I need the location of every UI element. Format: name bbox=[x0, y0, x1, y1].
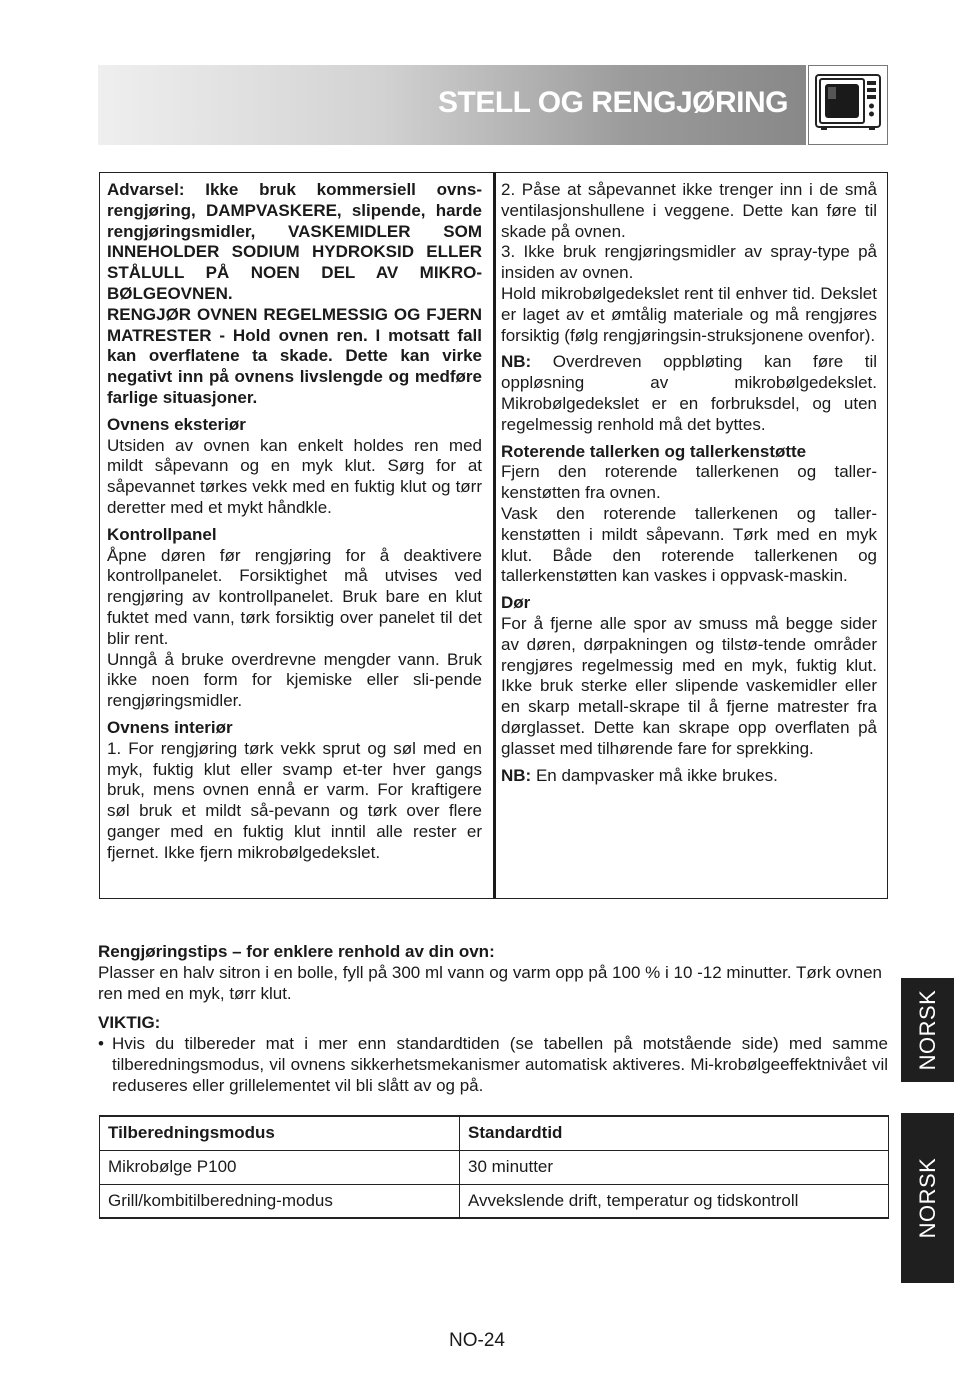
cleaning-instructions-box bbox=[99, 172, 888, 899]
table-row bbox=[100, 1150, 889, 1184]
microwave-icon bbox=[808, 65, 888, 145]
exterior-heading: Ovnens eksteriør bbox=[107, 414, 246, 434]
cover-text: Hold mikrobølgedekslet rent til enhver tid. Dekslet er laget av et ømtålig materiale og må rengjøres forsiktig (følg rengjøringsin-struksjonene ovenfor). bbox=[501, 283, 877, 345]
tips-heading: Rengjøringstips – for enklere renhold av din ovn: bbox=[98, 942, 495, 961]
nb-label: NB: bbox=[501, 352, 532, 372]
language-tab-label: NORSK bbox=[914, 989, 940, 1071]
control-panel-text-2: Unngå å bruke overdrevne mengder vann. Bruk ikke noen form for kjemiske eller sli-pende rengjøringsmidler. bbox=[107, 649, 482, 711]
nb-note-text: Overdreven oppbløting kan føre til oppløsning av mikrobølgedekslet. Mikrobølgedekslet er en forbruksdel, og uten regelmessig renhold må det byttes. bbox=[501, 352, 877, 434]
left-column bbox=[107, 180, 482, 864]
table-header-row bbox=[100, 1116, 889, 1150]
cleaning-tips-section bbox=[98, 941, 888, 1096]
language-tab-norsk bbox=[901, 978, 954, 1082]
exterior-text: Utsiden av ovnen kan enkelt holdes ren med mildt såpevann og en myk klut. Sørg for at såpevannet tørkes vekk med en fuktig klut og tørr deretter med et mykt håndkle. bbox=[107, 435, 482, 517]
ventilation-item: 2. Påse at såpevannet ikke trenger inn i de små ventilasjonshullene i veggene. Dette kan føre til skade på ovnen. bbox=[501, 180, 877, 241]
nb-label: NB: bbox=[501, 765, 532, 785]
language-tab-label: NORSK bbox=[914, 1157, 940, 1239]
table-cell: Grill/kombitilberedning-modus bbox=[100, 1184, 460, 1218]
language-tab-norsk-secondary bbox=[901, 1113, 954, 1283]
table-cell: Avvekslende drift, temperatur og tidskontroll bbox=[460, 1184, 889, 1218]
door-heading: Dør bbox=[501, 593, 531, 613]
page-header-banner bbox=[98, 65, 806, 145]
important-heading: VIKTIG: bbox=[98, 1013, 161, 1032]
turntable-heading: Roterende tallerken og tallerkenstøtte bbox=[501, 441, 807, 461]
table-header-mode: Tilberedningsmodus bbox=[100, 1116, 460, 1150]
page-title: STELL OG RENGJØRING bbox=[438, 86, 788, 119]
right-column bbox=[501, 180, 877, 786]
interior-heading: Ovnens interiør bbox=[107, 717, 233, 737]
warning-text: Advarsel: Ikke bruk kommersiell ovns-rengjøring, DAMPVASKERE, slipende, harde rengjøringsmidler, VASKEMIDLER SOM INNEHOLDER SODIUM HYDROKSID ELLER STÅLULL PÅ NOEN DEL AV MIKRO-BØLGEOVNEN. bbox=[107, 180, 482, 303]
control-panel-heading: Kontrollpanel bbox=[107, 524, 217, 544]
important-text: Hvis du tilbereder mat i mer enn standardtiden (se tabellen på motstående side) med samme tilberedningsmodus, vil ovnens sikkerhetsmekanismer automatisk aktiveres. Mi-krobølgeeffektnivået vil reduseres eller grillelementet vil bli slått av og på. bbox=[112, 1034, 888, 1095]
table-cell: 30 minutter bbox=[460, 1150, 889, 1184]
tips-text: Plasser en halv sitron i en bolle, fyll på 300 ml vann og varm opp på 100 % i 10 -12 minutter. Tørk ovnen ren med en myk, tørr klut. bbox=[98, 963, 882, 1003]
spray-item: 3. Ikke bruk rengjøringsmidler av spray-type på insiden av ovnen. bbox=[501, 242, 877, 283]
table-header-time: Standardtid bbox=[460, 1116, 889, 1150]
turntable-text: Fjern den roterende tallerkenen og taller-kenstøtten fra ovnen. bbox=[501, 462, 877, 503]
nb-steam-text: En dampvasker må ikke brukes. bbox=[531, 765, 778, 785]
interior-text: 1. For rengjøring tørk vekk sprut og søl med en myk, fuktig klut eller svamp et-ter hver gangs bruk, mens ovnen ennå er varm. For kraftigere søl bruk et mildt så-pevann og tørk over flere ganger med en fuktig klut inntil alle rester er fjernet. Ikke fjern mikrobølgedekslet. bbox=[107, 738, 482, 862]
door-text: For å fjerne alle spor av smuss må begge sider av døren, dørpakningen og tilstø-tende områder rengjøres regelmessig med en myk, fuktig klut. Ikke bruk sterke eller slipende vaskemidler eller en skarp metall-skrape til å fjerne matrester fra dørglasset. Dette kan skrape opp overflaten på glasset med tilhørende fare for sprekking. bbox=[501, 613, 877, 758]
page-number: NO-24 bbox=[449, 1330, 505, 1351]
regular-cleaning-warning: RENGJØR OVNEN REGELMESSIG OG FJERN MATRESTER - Hold ovnen ren. I motsatt fall kan overflatene ta skade. Dette kan virke negativt inn på ovnens livslengde og medføre farlige situasjoner. bbox=[107, 304, 482, 407]
table-cell: Mikrobølge P100 bbox=[100, 1150, 460, 1184]
standard-time-table bbox=[99, 1115, 889, 1219]
nb-note-steam bbox=[501, 766, 877, 787]
control-panel-text: Åpne døren før rengjøring for å deaktivere kontrollpanelet. Forsiktighet må utvises ved rengjøring av kontrollpanelet. Bruk bare en klut fuktet med vann, tørk forsiktig over panelet til det blir rent. bbox=[107, 545, 482, 648]
nb-note bbox=[501, 352, 877, 435]
bullet-marker: • bbox=[98, 1034, 104, 1053]
important-bullet bbox=[98, 1033, 888, 1096]
column-divider bbox=[493, 173, 496, 898]
turntable-text-2: Vask den roterende tallerkenen og taller-kenstøtten i mildt såpevann. Tørk med en myk klut. Både den roterende tallerkenen og tallerkenstøtten kan vaskes i oppvask-maskin. bbox=[501, 503, 877, 586]
table-row bbox=[100, 1184, 889, 1218]
